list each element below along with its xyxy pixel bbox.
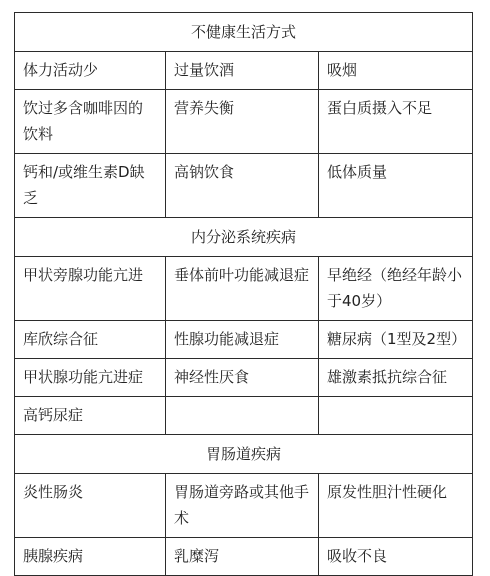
table-row <box>15 90 473 154</box>
table-row <box>15 359 473 397</box>
table-cell: 吸收不良 <box>319 538 473 576</box>
table-cell <box>166 397 319 435</box>
table-row <box>15 154 473 218</box>
table-row <box>15 474 473 538</box>
table-cell: 过量饮酒 <box>166 52 319 90</box>
table-cell: 甲状旁腺功能亢进 <box>15 257 166 321</box>
table-cell: 性腺功能减退症 <box>166 321 319 359</box>
table-cell: 雄激素抵抗综合征 <box>319 359 473 397</box>
table-cell: 乳糜泻 <box>166 538 319 576</box>
table-row <box>15 52 473 90</box>
table-cell: 钙和/或维生素D缺乏 <box>15 154 166 218</box>
table-cell: 胰腺疾病 <box>15 538 166 576</box>
section-header-row <box>15 435 473 474</box>
table-cell: 高钠饮食 <box>166 154 319 218</box>
table-row <box>15 321 473 359</box>
table-row <box>15 257 473 321</box>
table-cell: 炎性肠炎 <box>15 474 166 538</box>
table-cell: 库欣综合征 <box>15 321 166 359</box>
table-cell <box>319 397 473 435</box>
table-cell: 体力活动少 <box>15 52 166 90</box>
section-title: 内分泌系统疾病 <box>15 218 473 257</box>
table-cell: 饮过多含咖啡因的饮料 <box>15 90 166 154</box>
table-cell: 低体质量 <box>319 154 473 218</box>
section-title: 胃肠道疾病 <box>15 435 473 474</box>
table-cell: 甲状腺功能亢进症 <box>15 359 166 397</box>
table-row <box>15 538 473 576</box>
table-cell: 糖尿病（1型及2型） <box>319 321 473 359</box>
table-row <box>15 397 473 435</box>
table-cell: 高钙尿症 <box>15 397 166 435</box>
table-cell: 神经性厌食 <box>166 359 319 397</box>
risk-factor-table <box>14 12 473 576</box>
table-cell: 早绝经（绝经年龄小于40岁） <box>319 257 473 321</box>
table-cell: 胃肠道旁路或其他手术 <box>166 474 319 538</box>
table-cell: 原发性胆汁性硬化 <box>319 474 473 538</box>
section-header-row <box>15 218 473 257</box>
table-cell: 垂体前叶功能减退症 <box>166 257 319 321</box>
section-header-row <box>15 13 473 52</box>
table-cell: 吸烟 <box>319 52 473 90</box>
table-cell: 营养失衡 <box>166 90 319 154</box>
section-title: 不健康生活方式 <box>15 13 473 52</box>
table-cell: 蛋白质摄入不足 <box>319 90 473 154</box>
